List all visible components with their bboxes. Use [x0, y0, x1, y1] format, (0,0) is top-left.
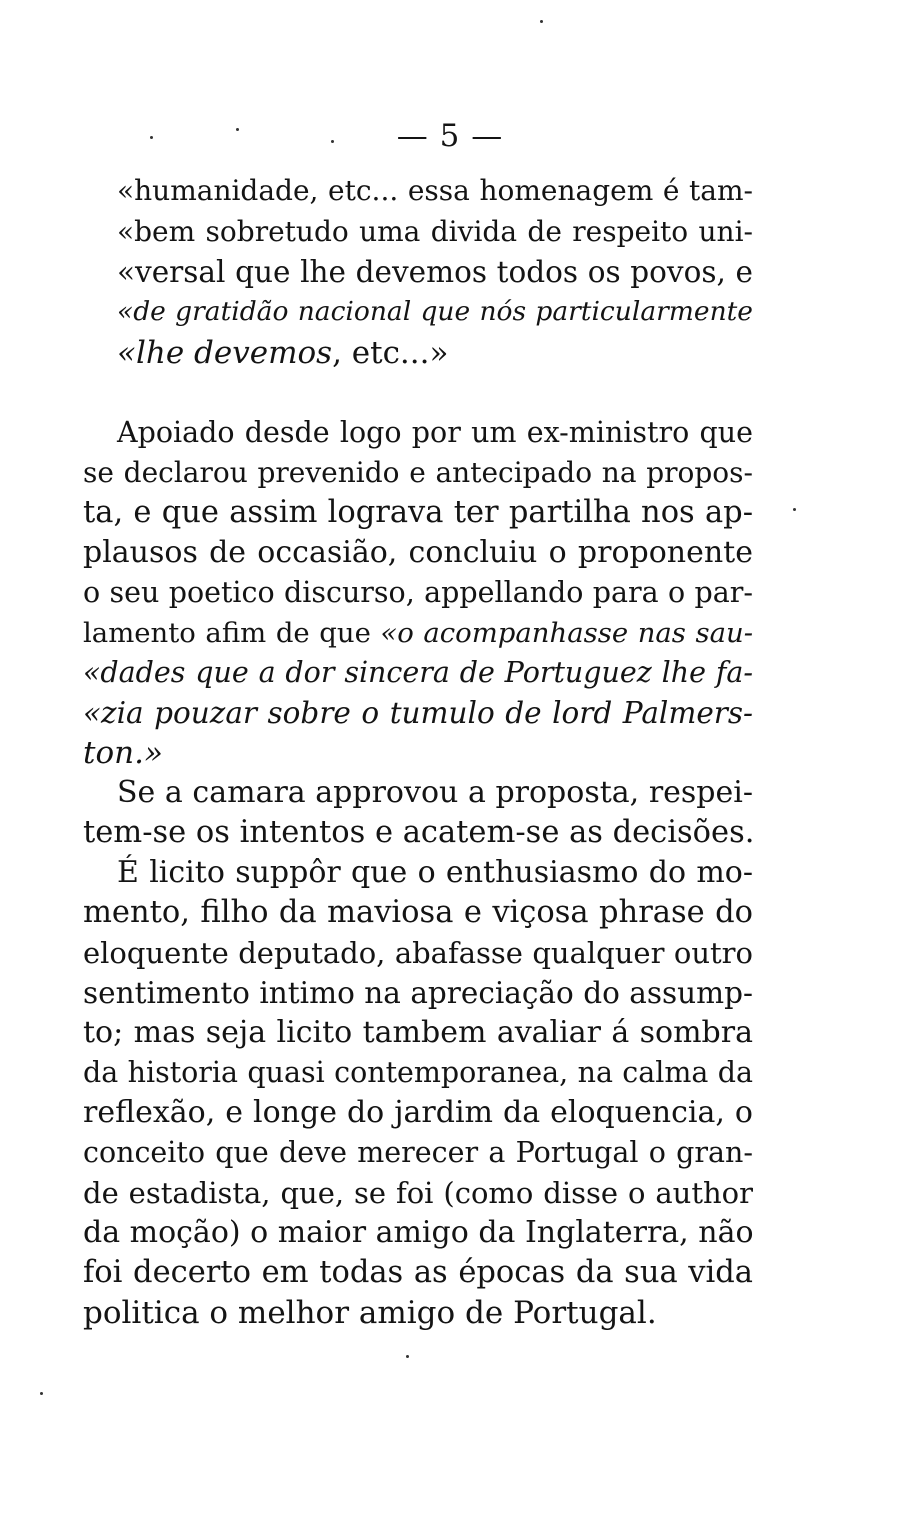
text-line: to; mas seja licito tambem avaliar á sombra [83, 1015, 753, 1050]
text-line: plausos de occasião, concluiu o proponente [83, 535, 753, 570]
text-line: reflexão, e longe do jardim da eloquencia, o [83, 1095, 753, 1130]
text-line: da historia quasi contemporanea, na calma da [83, 1056, 753, 1089]
page-number: — 5 — [396, 118, 504, 154]
text-line: «zia pouzar sobre o tumulo de lord Palmers- [83, 696, 753, 730]
text-line: ton.» [83, 735, 163, 771]
text-line: Se a camara approvou a proposta, respei- [117, 775, 753, 810]
text-line: conceito que deve merecer a Portugal o gran- [83, 1136, 753, 1169]
text-line: «de gratidão nacional que nós particularmente [117, 296, 753, 327]
scan-speck [793, 508, 796, 511]
scan-speck [540, 20, 543, 23]
text-line: eloquente deputado, abafasse qualquer outro [83, 936, 753, 970]
text-line: o seu poetico discurso, appellando para o par- [83, 576, 753, 609]
scan-speck [40, 1392, 43, 1395]
scan-speck [150, 136, 153, 139]
text-line: da moção) o maior amigo da Inglaterra, não [83, 1215, 754, 1250]
text-line [117, 333, 753, 373]
text-line: se declarou prevenido e antecipado na propos- [83, 456, 753, 489]
scan-speck [406, 1355, 409, 1358]
text-line: sentimento intimo na apreciação do assump- [83, 976, 753, 1010]
text-line: Apoiado desde logo por um ex-ministro que [117, 416, 753, 449]
text-line: politica o melhor amigo de Portugal. [83, 1295, 657, 1331]
text-line: É licito suppôr que o enthusiasmo do mo- [117, 855, 753, 890]
text-line: «versal que lhe devemos todos os povos, e [117, 255, 753, 289]
text-span: lamento afim de que [83, 617, 381, 649]
text-line: mento, filho da maviosa e viçosa phrase do [83, 895, 753, 930]
italic-span: «lhe devemos [117, 335, 333, 371]
text-line: de estadista, que, se foi (como disse o author [83, 1176, 753, 1210]
text-line: «bem sobretudo uma divida de respeito uni- [117, 215, 753, 248]
text-span: , etc...» [332, 335, 449, 371]
text-line: «dades que a dor sincera de Portuguez lhe fa- [83, 656, 753, 689]
text-line: tem-se os intentos e acatem-se as decisões. [83, 815, 755, 850]
scan-speck [331, 140, 334, 143]
text-line [83, 613, 753, 653]
text-line: «humanidade, etc... essa homenagem é tam- [117, 174, 753, 207]
text-line: foi decerto em todas as épocas da sua vida [83, 1255, 753, 1290]
text-line: ta, e que assim lograva ter partilha nos ap- [83, 495, 753, 530]
italic-span: «o acompanhasse nas sau- [380, 617, 753, 649]
scan-speck [236, 128, 239, 131]
